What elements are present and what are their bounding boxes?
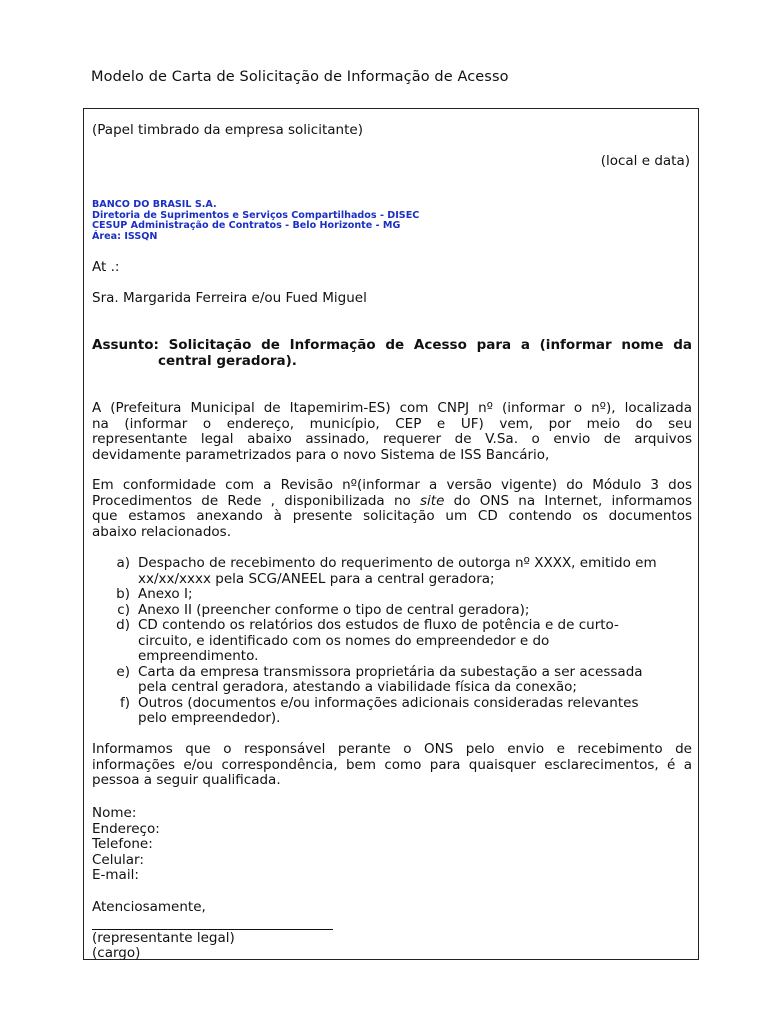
attachment-list [92,556,692,727]
subject-word: nome [621,337,664,353]
bank-address-block [92,200,419,242]
attachment-item: a) Despacho de recebimento do requerimento de outorga nº XXXX, emitido em xx/xx/xxxx pela SCG/ANEEL para a central geradora; [92,556,692,587]
list-marker: d) [116,617,130,633]
bank-area: Área: ISSQN [92,230,158,242]
list-marker: e) [116,663,130,680]
contact-field-address: Endereço: [92,820,160,837]
page-heading: Modelo de Carta de Solicitação de Informação de Acesso [91,69,509,85]
intro-line: devidamente parametrizados para o novo Sistema de ISS Bancário, [92,446,550,463]
conformity-line: Em conformidade com a Revisão nº(informar a versão vigente) do Módulo 3 dos [92,477,692,493]
list-marker: c) [117,601,130,618]
conformity-line: Procedimentos de Rede , disponibilizada no site do ONS na Internet, informamos [92,492,692,509]
subject-line-2: central geradora). [158,353,297,369]
subject-label: Assunto: [92,337,159,353]
list-marker: a) [116,555,130,571]
bank-directorate: Diretoria de Suprimentos e Serviços Compartilhados - DISEC [92,209,420,221]
contact-fields [92,806,160,884]
subject-word: Solicitação [168,337,252,353]
bank-department: CESUP Administração de Contratos - Belo Horizonte - MG [92,220,401,232]
attachment-item: b) Anexo I; [92,587,692,603]
list-marker: f) [119,694,130,711]
attachment-item: c) Anexo II (preencher conforme o tipo de central geradora); [92,603,692,619]
signature-cargo: (cargo) [92,945,141,961]
site-emphasis: site [420,492,445,509]
subject-word: Acesso [413,337,467,353]
recipient-names: Sra. Margarida Ferreira e/ou Fued Miguel [92,290,367,306]
closing-salutation: Atenciosamente, [92,899,206,915]
conformity-line: que estamos anexando à presente solicitação um CD contendo os documentos [92,508,692,524]
subject-word: Informação [289,337,376,353]
conformity-paragraph [92,478,692,540]
intro-line: A (Prefeitura Municipal de Itapemirim-ES) com CNPJ nº (informar o nº), localizada [92,400,692,416]
subject-word: a [520,337,530,353]
responsible-line: Informamos que o responsável perante o ONS pelo envio e recebimento de [92,741,692,757]
subject-line-1 [92,337,692,353]
attachment-item: f) Outros (documentos e/ou informações adicionais consideradas relevantes pelo empreendedor). [92,696,692,727]
attachment-item: d) CD contendo os relatórios dos estudos de fluxo de potência e de curto- circuito, e identificado com os nomes do empreendedor e do empreendimento. [92,618,692,665]
responsible-line: pessoa a seguir qualificada. [92,772,281,788]
subject-word: (informar [539,337,612,353]
subject-block [92,337,692,369]
contact-field-mobile: Celular: [92,851,144,868]
contact-field-phone: Telefone: [92,836,153,852]
subject-word: da [673,337,692,353]
subject-word: de [385,337,405,353]
attention-label: At .: [92,259,120,275]
letter-template-box [83,108,699,960]
letterhead-placeholder: (Papel timbrado da empresa solicitante) [92,122,363,138]
responsible-line: informações e/ou correspondência, bem como para quaisquer esclarecimentos, é a [92,756,692,773]
signature-role: (representante legal) [92,930,235,946]
intro-line: representante legal abaixo assinado, requerer de V.Sa. o envio de arquivos [92,431,692,447]
intro-paragraph [92,401,692,463]
subject-word: de [261,337,280,353]
subject-word: para [476,337,512,353]
intro-line: na (informar o endereço, município, CEP e UF) vem, por meio do seu [92,415,692,432]
contact-field-name: Nome: [92,805,137,821]
bank-name: BANCO DO BRASIL S.A. [92,199,217,210]
responsible-paragraph [92,742,692,789]
attachment-item: e) Carta da empresa transmissora proprietária da subestação a ser acessada pela central geradora, atestando a viabilidade física da conexão; [92,665,692,696]
conformity-line: abaixo relacionados. [92,523,231,540]
list-marker: b) [116,586,130,602]
contact-field-email: E-mail: [92,867,139,883]
place-date-placeholder: (local e data) [600,153,690,169]
